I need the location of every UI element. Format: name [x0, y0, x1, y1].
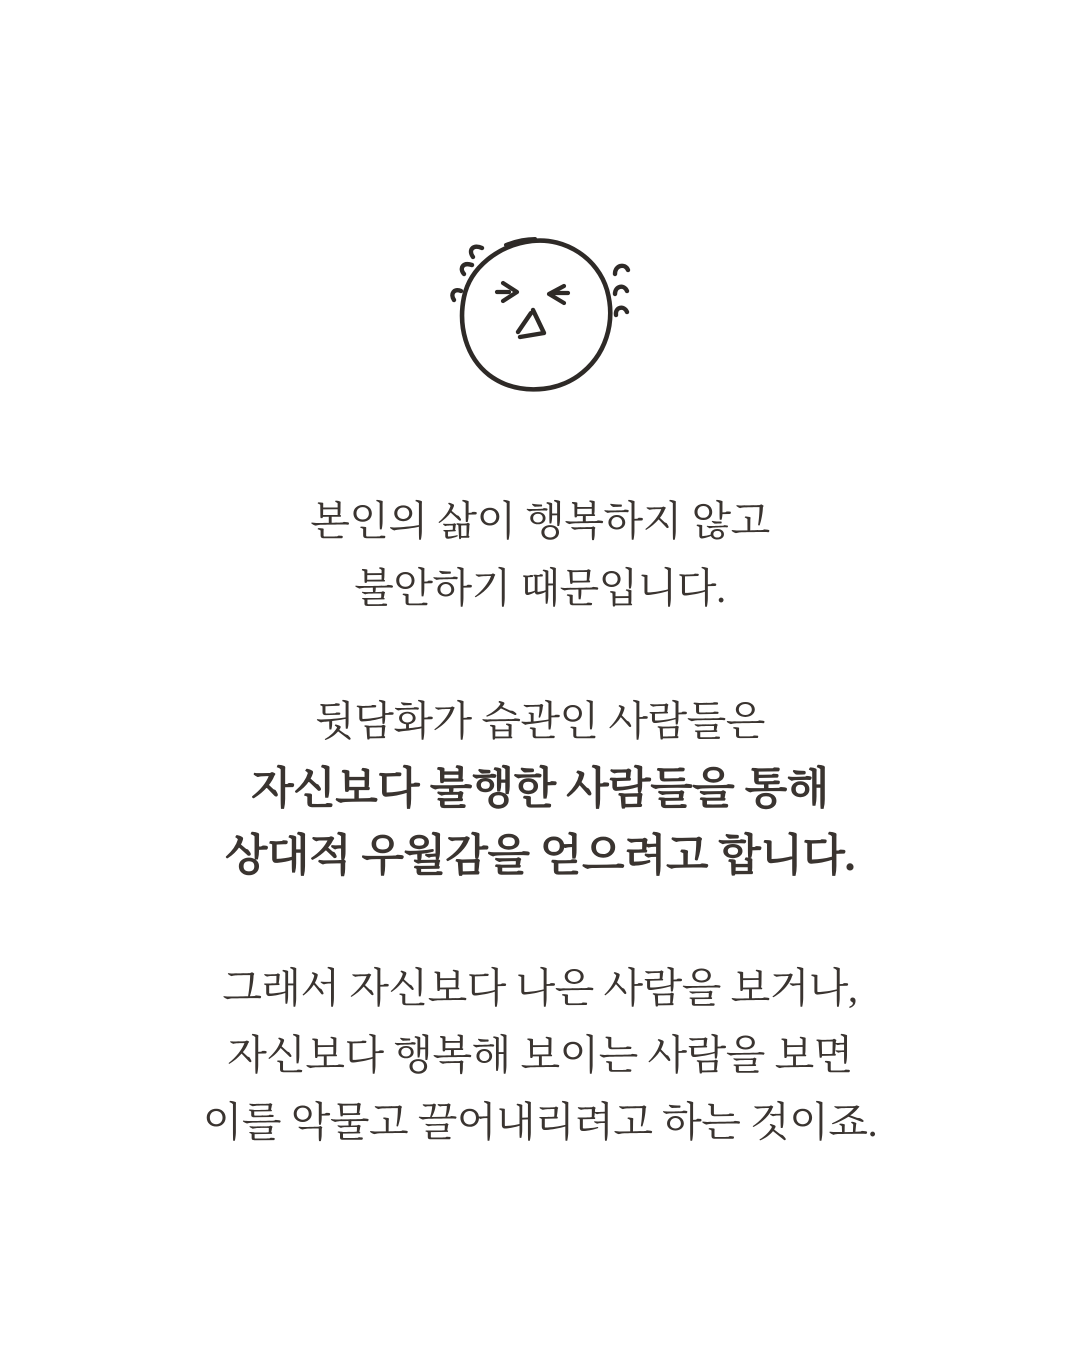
- paragraph-1: [0, 488, 1080, 622]
- left-eye-icon: [497, 283, 517, 301]
- text-line: 그래서 자신보다 나은 사람을 보거나,: [222, 965, 858, 1011]
- mouth-icon: [518, 310, 544, 337]
- text-line-emphasized: 자신보다 불행한 사람들을 통해: [251, 764, 829, 813]
- right-eye-icon: [549, 286, 568, 303]
- sweat-drops-right-icon: [615, 266, 628, 315]
- text-line: 자신보다 행복해 보이는 사람을 보면: [227, 1032, 853, 1078]
- caption-text: [0, 488, 1080, 1156]
- paragraph-2: [0, 688, 1080, 889]
- text-line: 본인의 삶이 행복하지 않고: [310, 498, 770, 544]
- flustered-face-icon: [436, 222, 636, 398]
- text-line-emphasized: 상대적 우월감을 얻으려고 합니다.: [224, 831, 856, 880]
- text-line: 뒷담화가 습관인 사람들은: [315, 698, 765, 744]
- text-line: 이를 악물고 끌어내리려고 하는 것이죠.: [202, 1099, 878, 1145]
- face-doodle: [436, 222, 636, 398]
- text-line: 불안하기 때문입니다.: [354, 565, 726, 611]
- paragraph-3: [0, 955, 1080, 1156]
